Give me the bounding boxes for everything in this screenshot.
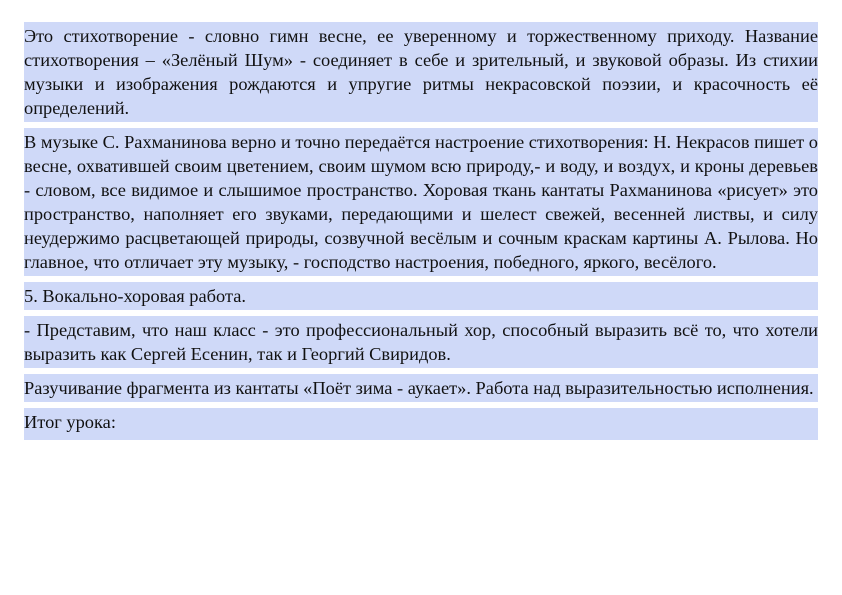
paragraph-section-heading: 5. Вокально-хоровая работа.	[24, 282, 818, 310]
paragraph-cantata-learning: Разучивание фрагмента из кантаты «Поёт зима - аукает». Работа над выразительностью исполнения.	[24, 374, 818, 402]
paragraph-poem-description: Это стихотворение - словно гимн весне, ее уверенному и торжественному приходу. Название стихотворения – «Зелёный Шум» - соединяет в себе и зрительный, и звуковой образы. Из стихии музыки и изображения рождаются и упругие ритмы некрасовской поэзии, и красочность её определений.	[24, 22, 818, 122]
paragraph-lesson-summary: Итог урока:	[24, 408, 818, 440]
paragraph-rachmaninov-music: В музыке С. Рахманинова верно и точно передаётся настроение стихотворения: Н. Некрасов пишет о весне, охватившей своим цветением, своим шумом всю природу,- и воду, и воздух, и кроны деревьев - словом, все видимое и слышимое пространство. Хоровая ткань кантаты Рахманинова «рисует» это пространство, наполняет его звуками, передающими и шелест свежей, весенней листвы, и силу неудержимо расцветающей природы, созвучной весёлым и сочным краскам картины А. Рылова. Но главное, что отличает эту музыку, - господство настроения, победного, яркого, весёлого.	[24, 128, 818, 276]
paragraph-choir-intro: - Представим, что наш класс - это профессиональный хор, способный выразить всё то, что хотели выразить как Сергей Есенин, так и Георгий Свиридов.	[24, 316, 818, 368]
document-body	[24, 22, 818, 440]
